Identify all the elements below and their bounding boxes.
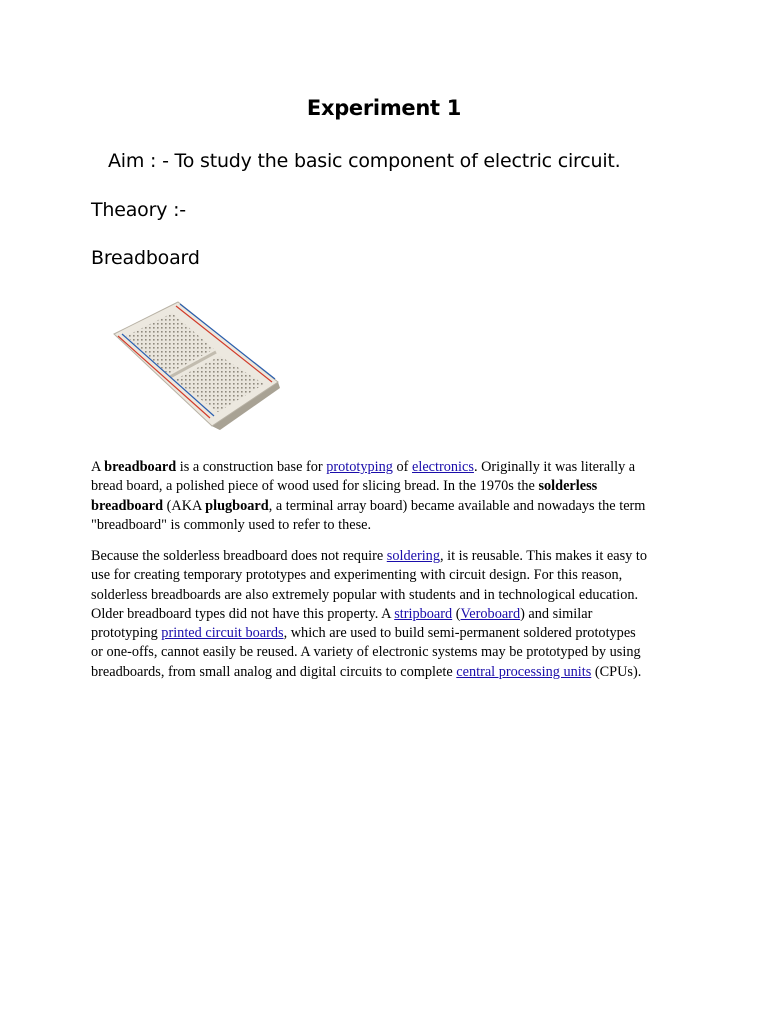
link-central-processing-units[interactable]: central processing units: [456, 663, 592, 680]
bold-term-breadboard: breadboard: [91, 497, 164, 514]
text-run: or one-offs, cannot easily be reused. A variety of electronic systems may be prototyped by using: [91, 644, 641, 661]
text-run: Older breadboard types did not have this property. A: [91, 605, 395, 622]
text-run: (CPUs).: [591, 663, 642, 680]
text-run: bread board, a polished piece of wood used for slicing bread. In the 1970s the: [91, 478, 539, 495]
link-prototyping[interactable]: prototyping: [326, 459, 393, 475]
text-line: [91, 477, 691, 496]
breadboard-paragraph-1: [91, 458, 691, 535]
link-stripboard[interactable]: stripboard: [394, 605, 453, 622]
text-run: . Originally it was literally a: [473, 459, 636, 475]
text-run: is a construction base for: [176, 459, 327, 475]
text-run: "breadboard" is commonly used to refer to these.: [91, 516, 372, 533]
text-line: [91, 458, 691, 477]
text-run: breadboards, from small analog and digital circuits to complete: [91, 663, 457, 680]
link-veroboard[interactable]: Veroboard: [460, 605, 521, 622]
text-run: (: [452, 605, 461, 622]
breadboard-heading: Breadboard: [91, 247, 200, 269]
theory-heading: Theaory :-: [91, 199, 186, 221]
bold-term-plugboard: plugboard: [205, 497, 269, 514]
text-run: Because the solderless breadboard does not require: [91, 548, 387, 564]
link-printed-circuit-boards[interactable]: printed circuit boards: [161, 625, 284, 642]
page-title: Experiment 1: [306, 96, 462, 120]
link-electronics[interactable]: electronics: [412, 459, 474, 475]
text-run: prototyping: [91, 625, 162, 642]
breadboard-photo-icon: [112, 298, 282, 432]
text-run: ) and similar: [520, 605, 593, 622]
text-line: [91, 586, 691, 605]
text-line: [91, 624, 691, 643]
text-line: [91, 566, 691, 585]
text-line: [91, 605, 691, 624]
text-run: (AKA: [163, 497, 206, 514]
text-run: use for creating temporary prototypes and experimenting with circuit design. For this reason,: [91, 567, 623, 584]
text-run: A: [91, 459, 105, 475]
text-line: [91, 547, 691, 566]
text-run: of: [392, 459, 413, 475]
text-run: solderless breadboards are also extremely popular with students and in technological education.: [91, 586, 639, 603]
link-soldering[interactable]: soldering: [386, 548, 440, 564]
text-line: [91, 663, 691, 682]
text-line: [91, 516, 691, 535]
text-run: , a terminal array board) became available and nowadays the term: [268, 497, 646, 514]
text-line: [91, 643, 691, 662]
bold-term-solderless: solderless: [538, 478, 598, 495]
aim-statement: Aim : - To study the basic component of electric circuit.: [108, 150, 621, 172]
text-run: , it is reusable. This makes it easy to: [439, 548, 647, 564]
breadboard-paragraph-2: [91, 547, 691, 682]
text-line: [91, 497, 691, 516]
bold-term-breadboard: breadboard: [104, 459, 177, 475]
text-run: , which are used to build semi-permanent soldered prototypes: [283, 625, 636, 642]
